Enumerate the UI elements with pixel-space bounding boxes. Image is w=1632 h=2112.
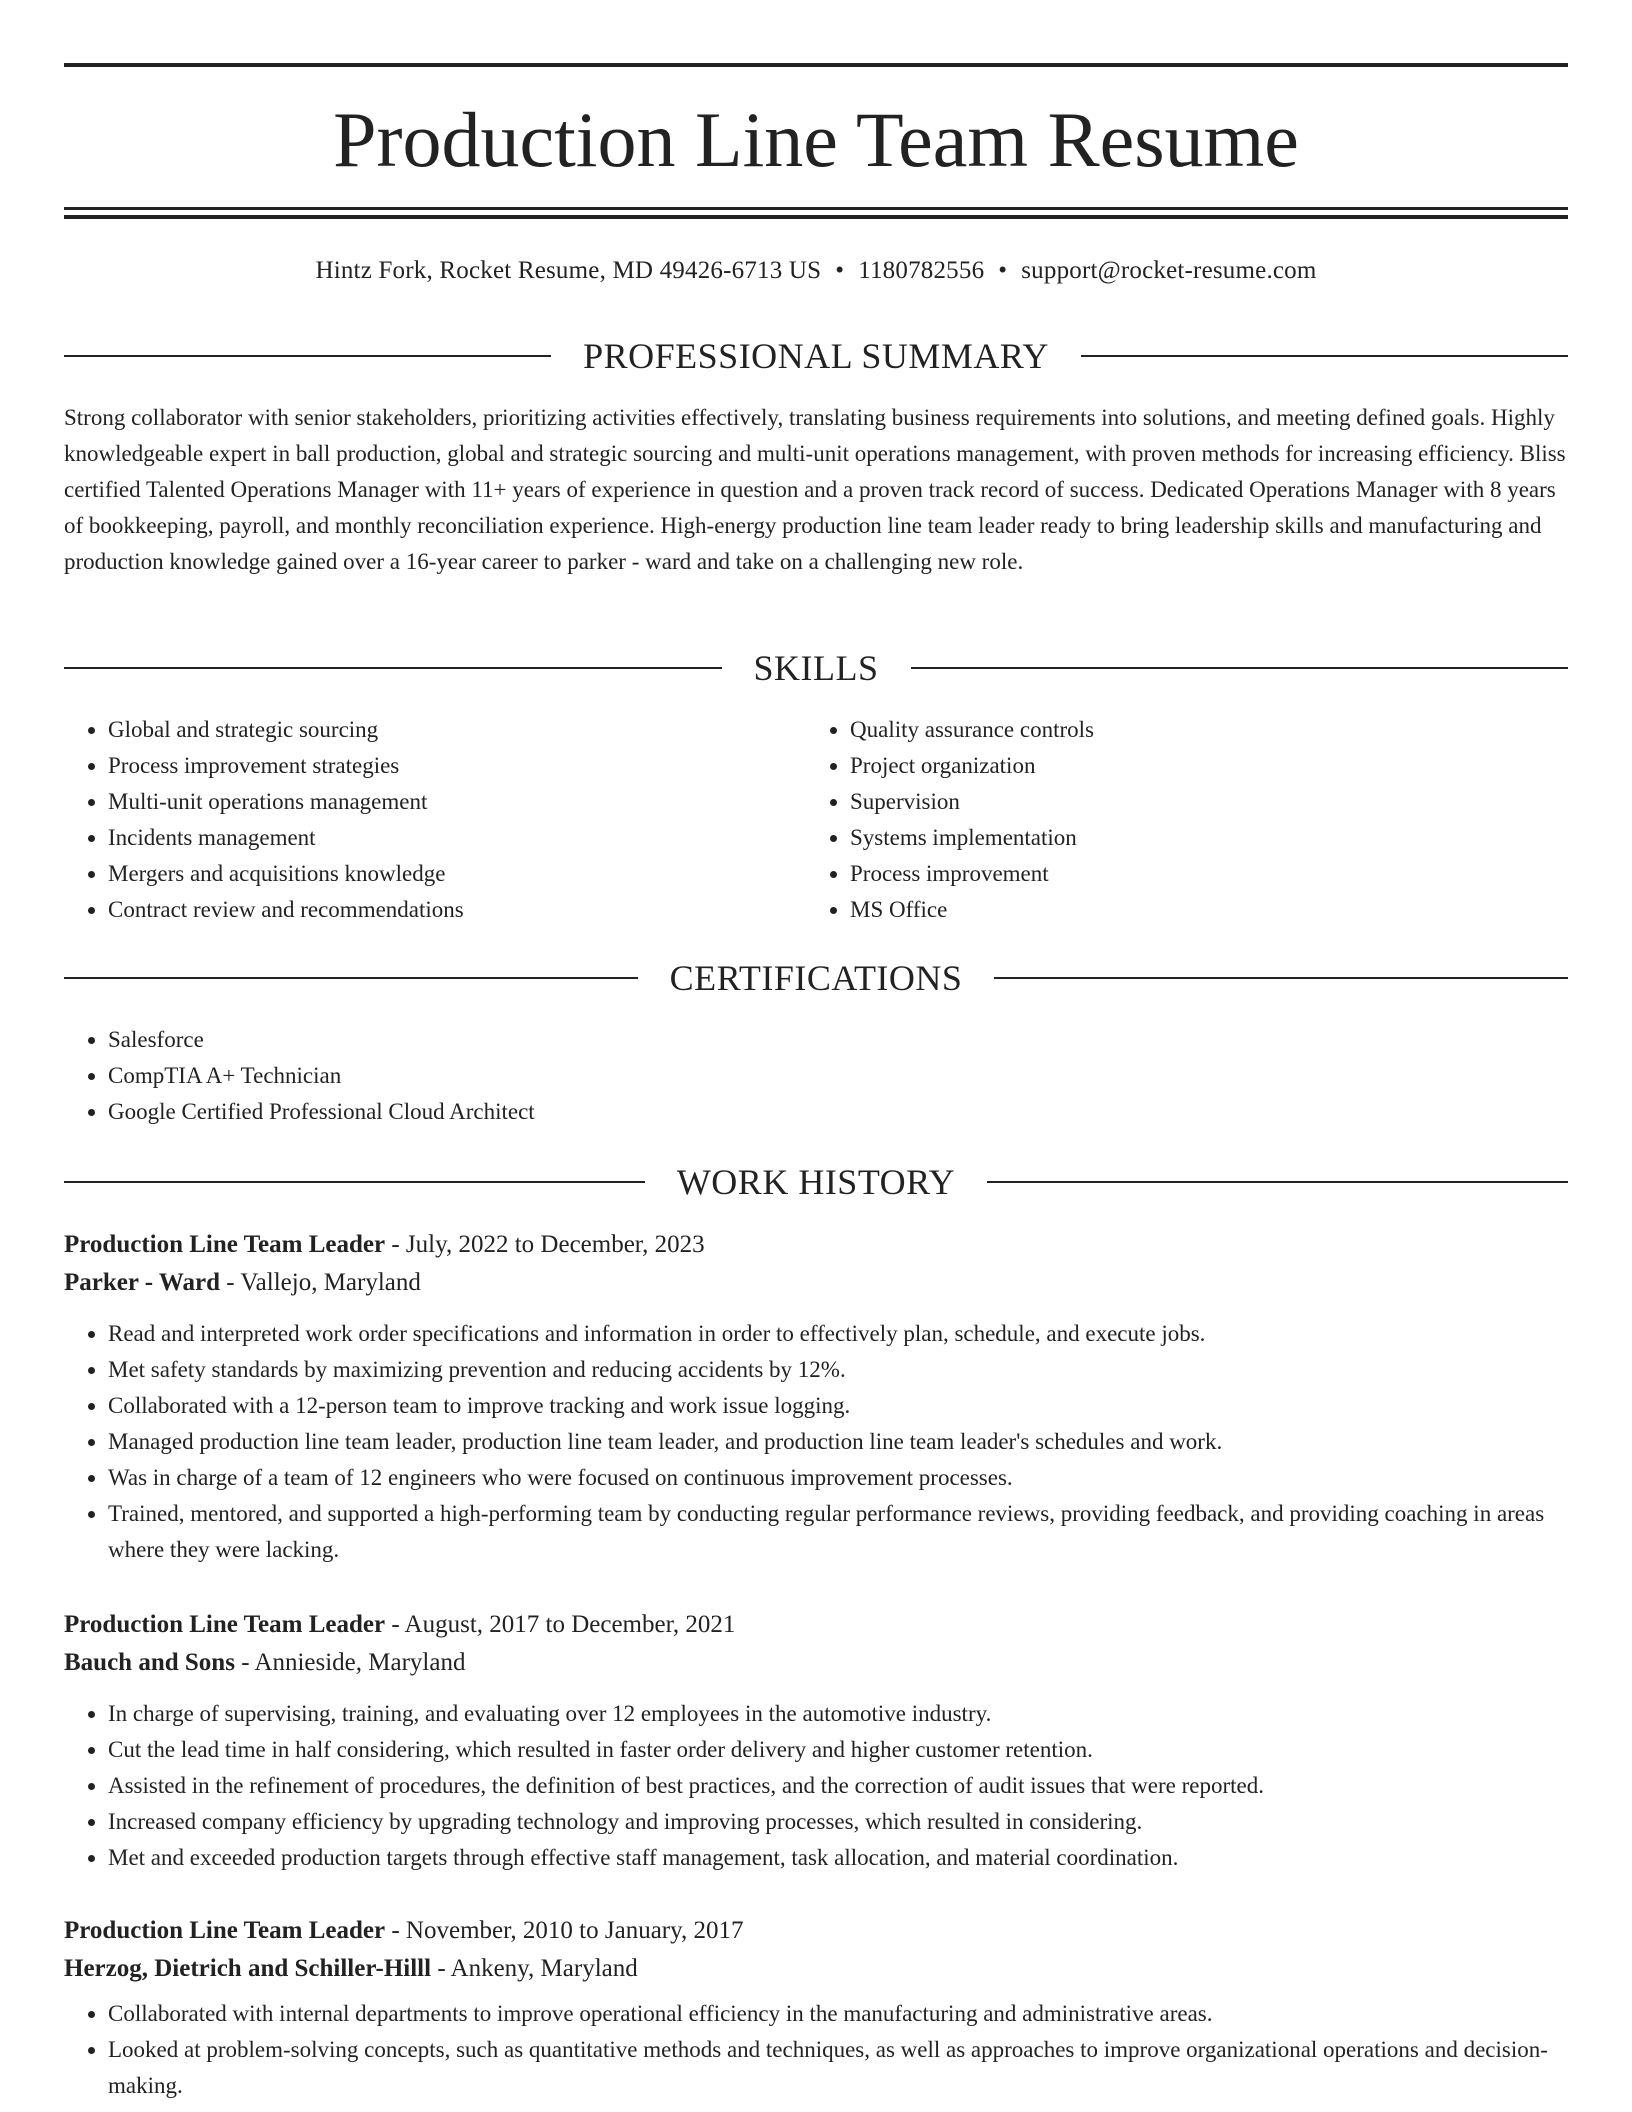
contact-separator: •	[998, 257, 1008, 284]
section-heading-certifications	[64, 956, 1568, 1000]
skills-list-left	[64, 712, 804, 928]
job-title-line	[64, 1912, 1568, 1950]
job-dates: - August, 2017 to December, 2021	[385, 1611, 736, 1638]
skills-column-left	[64, 712, 804, 928]
job-bullet: • In charge of supervising, training, and evaluating over 12 employees in the automotive industry.	[108, 1696, 1568, 1732]
section-heading-label: CERTIFICATIONS	[669, 958, 963, 998]
section-heading-label: SKILLS	[753, 648, 879, 688]
contact-email: support@rocket-resume.com	[1021, 257, 1317, 284]
job-dates: - July, 2022 to December, 2023	[385, 1231, 705, 1258]
skill-item: • Systems implementation	[850, 820, 1546, 856]
job-company: Parker - Ward	[64, 1269, 221, 1296]
job-bullets	[64, 1316, 1568, 1568]
skill-item: • Mergers and acquisitions knowledge	[108, 856, 804, 892]
job-company-line	[64, 1264, 1568, 1302]
job-title: Production Line Team Leader	[64, 1917, 386, 1944]
heading-rule-left	[64, 667, 722, 669]
job-title: Production Line Team Leader	[64, 1231, 386, 1258]
job-bullets	[64, 1696, 1568, 1876]
job-company: Bauch and Sons	[64, 1649, 235, 1676]
heading-rule-left	[64, 355, 551, 357]
certification-item: • Salesforce	[108, 1022, 1568, 1058]
contact-phone: 1180782556	[858, 257, 985, 284]
skill-item: • Process improvement	[850, 856, 1546, 892]
section-heading-label: PROFESSIONAL SUMMARY	[583, 336, 1049, 376]
skill-item: • Contract review and recommendations	[108, 892, 804, 928]
job-bullet: • Met safety standards by maximizing prevention and reducing accidents by 12%.	[108, 1352, 1568, 1388]
skill-item: • Project organization	[850, 748, 1546, 784]
job-bullet: • Was in charge of a team of 12 engineers who were focused on continuous improvement processes.	[108, 1460, 1568, 1496]
skill-item: • Incidents management	[108, 820, 804, 856]
heading-rule-left	[64, 1181, 645, 1183]
resume-title: Production Line Team Resume	[333, 96, 1299, 183]
skills-list-right	[806, 712, 1546, 928]
skill-item: • Multi-unit operations management	[108, 784, 804, 820]
contact-separator: •	[835, 257, 845, 284]
contact-address: Hintz Fork, Rocket Resume, MD 49426-6713 US	[315, 257, 822, 284]
job-title: Production Line Team Leader	[64, 1611, 386, 1638]
contact-line	[64, 254, 1568, 288]
job-dates: - November, 2010 to January, 2017	[385, 1917, 744, 1944]
job-bullet: • Looked at problem-solving concepts, such as quantitative methods and techniques, as well as approaches to improve organizational operations and decision-making.	[108, 2032, 1568, 2104]
job-bullet: • Collaborated with a 12-person team to improve tracking and work issue logging.	[108, 1388, 1568, 1424]
top-rule	[64, 63, 1568, 67]
job-location: - Vallejo, Maryland	[220, 1269, 421, 1296]
job-entry	[64, 1606, 1568, 1876]
certifications-list	[64, 1022, 1568, 1130]
section-heading-skills	[64, 646, 1568, 690]
skill-item: • Quality assurance controls	[850, 712, 1546, 748]
job-bullet: • Increased company efficiency by upgrading technology and improving processes, which resulted in considering.	[108, 1804, 1568, 1840]
section-heading-work-history	[64, 1160, 1568, 1204]
title-rule-lower	[64, 215, 1568, 219]
skill-item: • Process improvement strategies	[108, 748, 804, 784]
job-location: - Ankeny, Maryland	[431, 1955, 638, 1982]
skill-item: • Global and strategic sourcing	[108, 712, 804, 748]
section-heading-summary	[64, 334, 1568, 378]
title-rule-upper	[64, 207, 1568, 210]
heading-rule-right	[994, 977, 1568, 979]
heading-rule-right	[987, 1181, 1568, 1183]
job-entry	[64, 1912, 1568, 2104]
job-bullet: • Met and exceeded production targets through effective staff management, task allocation, and material coordination.	[108, 1840, 1568, 1876]
certifications	[64, 1022, 1568, 1130]
heading-rule-left	[64, 977, 638, 979]
certification-item: • Google Certified Professional Cloud Architect	[108, 1094, 1568, 1130]
section-heading-label: WORK HISTORY	[676, 1162, 956, 1202]
job-bullet: • Read and interpreted work order specifications and information in order to effectively plan, schedule, and execute jobs.	[108, 1316, 1568, 1352]
job-bullet: • Cut the lead time in half considering, which resulted in faster order delivery and higher customer retention.	[108, 1732, 1568, 1768]
skill-item: • Supervision	[850, 784, 1546, 820]
job-title-line	[64, 1226, 1568, 1264]
job-location: - Annieside, Maryland	[234, 1649, 466, 1676]
job-bullet: • Managed production line team leader, production line team leader, and production line team leader's schedules and work.	[108, 1424, 1568, 1460]
job-company-line	[64, 1644, 1568, 1682]
job-title-line	[64, 1606, 1568, 1644]
job-bullet: • Collaborated with internal departments to improve operational efficiency in the manufacturing and administrative areas.	[108, 1996, 1568, 2032]
heading-rule-right	[1081, 355, 1568, 357]
job-company-line	[64, 1950, 1568, 1988]
certification-item: • CompTIA A+ Technician	[108, 1058, 1568, 1094]
skills-column-right	[806, 712, 1546, 928]
professional-summary: Strong collaborator with senior stakeholders, prioritizing activities effectively, translating business requirements into solutions, and meeting defined goals. Highly knowledgeable expert in ball production, global and strategic sourcing and multi-unit operations management, with proven methods for increasing efficiency. Bliss certified Talented Operations Manager with 11+ years of experience in question and a proven track record of success. Dedicated Operations Manager with 8 years of bookkeeping, payroll, and monthly reconciliation experience. High-energy production line team leader ready to bring leadership skills and manufacturing and production knowledge gained over a 16-year career to parker - ward and take on a challenging new role.	[64, 405, 1566, 574]
job-bullet: • Trained, mentored, and supported a high-performing team by conducting regular performance reviews, providing feedback, and providing coaching in areas where they were lacking.	[108, 1496, 1568, 1568]
job-entry	[64, 1226, 1568, 1568]
job-bullet: • Assisted in the refinement of procedures, the definition of best practices, and the correction of audit issues that were reported.	[108, 1768, 1568, 1804]
heading-rule-right	[911, 667, 1569, 669]
skill-item: • MS Office	[850, 892, 1546, 928]
job-company: Herzog, Dietrich and Schiller-Hilll	[64, 1955, 432, 1982]
job-bullets	[64, 1996, 1568, 2104]
